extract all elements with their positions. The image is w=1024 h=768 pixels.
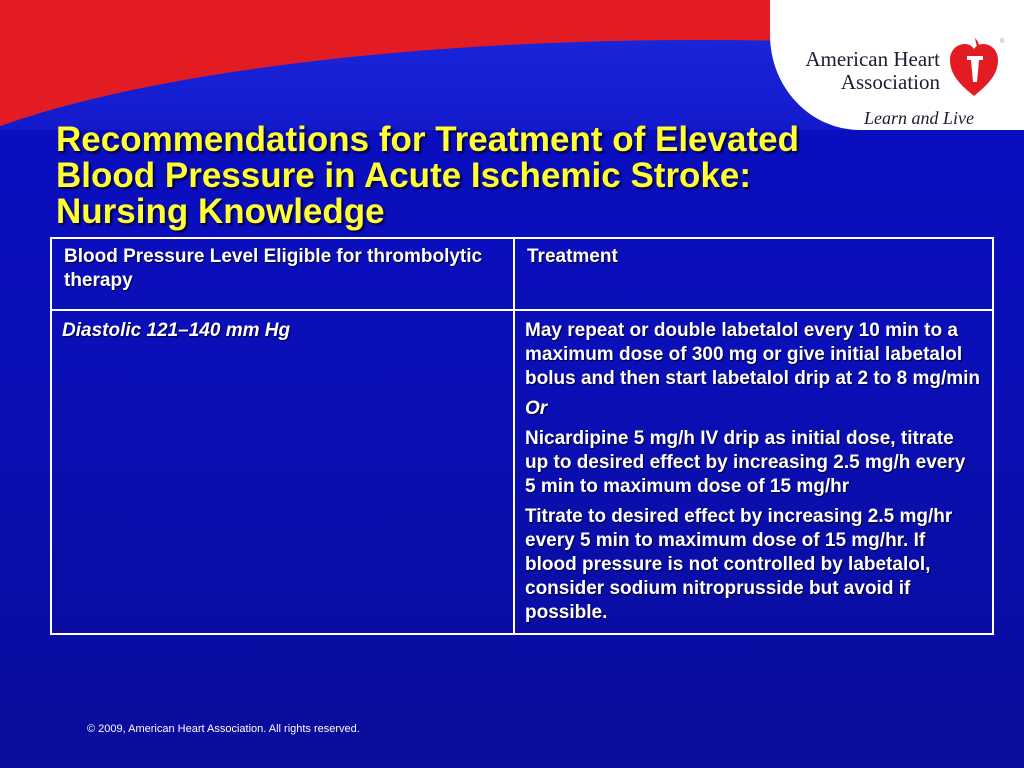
cell-treatment: [514, 310, 993, 634]
treatment-nicardipine: Nicardipine 5 mg/h IV drip as initial dose, titrate up to desired effect by increasing 2.5 mg/h every 5 min to maximum dose of 15 mg/hr: [525, 428, 966, 497]
copyright-notice: © 2009, American Heart Association. All rights reserved.: [87, 723, 360, 735]
organization-tagline: Learn and Live: [864, 108, 974, 128]
treatment-or: Or: [525, 398, 548, 419]
treatment-titrate: Titrate to desired effect by increasing 2.5 mg/hr every 5 min to maximum dose of 15 mg/hr. If blood pressure is not controlled by labetalol, consider sodium nitroprusside but avoid if possible.: [525, 506, 953, 623]
header-band: [0, 0, 1024, 130]
treatment-table: [50, 237, 994, 635]
title-line-1: Recommendations for Treatment of Elevated: [56, 120, 799, 159]
trademark-mark: ®: [1000, 39, 1005, 45]
header-bp-level: Blood Pressure Level Eligible for thrombolytic therapy: [51, 238, 514, 310]
organization-name: [805, 48, 940, 94]
header-treatment: Treatment: [514, 238, 993, 310]
heart-torch-icon: [946, 36, 1005, 100]
table-row: [51, 310, 993, 634]
treatment-labetalol: May repeat or double labetalol every 10 min to a maximum dose of 300 mg or give initial labetalol bolus and then start labetalol drip at 2 to 8 mg/min: [525, 320, 980, 389]
slide-title: [56, 122, 936, 230]
organization-name-line1: American Heart: [805, 47, 940, 71]
title-line-2: Blood Pressure in Acute Ischemic Stroke:: [56, 156, 752, 195]
organization-name-line2: Association: [840, 70, 940, 94]
title-line-3: Nursing Knowledge: [56, 192, 385, 231]
cell-bp-level: Diastolic 121–140 mm Hg: [51, 310, 514, 634]
table-header-row: [51, 238, 993, 310]
